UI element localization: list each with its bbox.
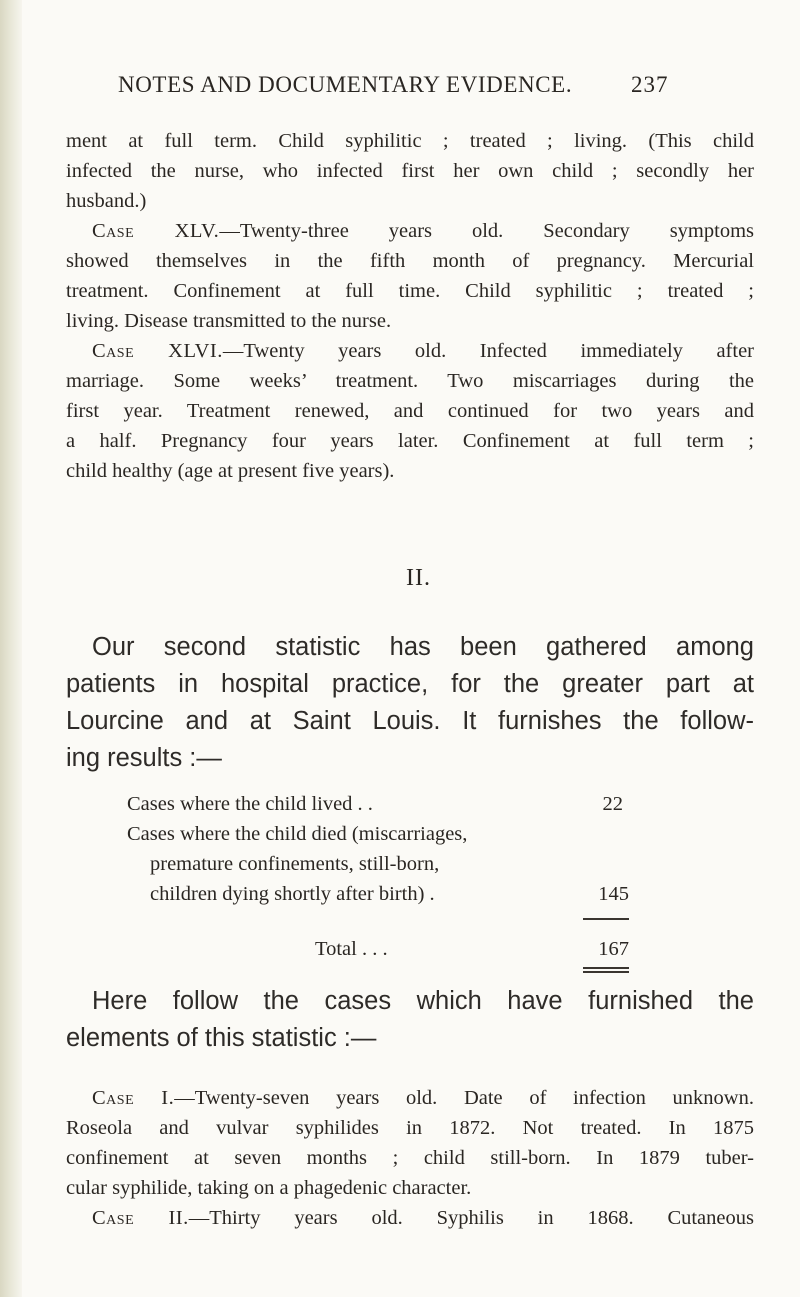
running-head-title: NOTES AND DOCUMENTARY EVIDENCE. bbox=[118, 72, 573, 97]
text-line: patients in hospital practice, for the greater part at bbox=[66, 670, 754, 698]
page-number: 237 bbox=[631, 72, 669, 97]
text-line: cular syphilide, taking on a phagedenic character. bbox=[66, 1177, 472, 1199]
text-line: child healthy (age at present five years). bbox=[66, 460, 395, 482]
total-double-rule-bottom bbox=[583, 971, 629, 973]
text-line: ment at full term. Child syphilitic ; treated ; living. (This child bbox=[66, 130, 754, 152]
stat-value-died: 145 bbox=[598, 883, 629, 905]
text-line: Case II.—Thirty years old. Syphilis in 1868. Cutaneous bbox=[92, 1207, 754, 1229]
stat-label-died-line: children dying shortly after birth) . bbox=[150, 883, 435, 905]
case-label: Case XLV. bbox=[92, 220, 220, 242]
text-line: Case I.—Twenty-seven years old. Date of infection unknown. bbox=[92, 1087, 754, 1109]
text-line: showed themselves in the fifth month of pregnancy. Mercurial bbox=[66, 250, 754, 272]
text-line: marriage. Some weeks’ treatment. Two miscarriages during the bbox=[66, 370, 754, 392]
section-number: II. bbox=[406, 565, 431, 591]
stat-value-lived: 22 bbox=[602, 793, 623, 815]
text-line: Case XLV.—Twenty-three years old. Secondary symptoms bbox=[92, 220, 754, 242]
text-line: Here follow the cases which have furnished the bbox=[92, 987, 754, 1015]
sum-rule bbox=[583, 918, 629, 920]
text-line: Roseola and vulvar syphilides in 1872. Not treated. In 1875 bbox=[66, 1117, 754, 1139]
case-label: Case XLVI. bbox=[92, 340, 223, 362]
case-label: Case II. bbox=[92, 1207, 189, 1229]
text-line: Our second statistic has been gathered among bbox=[92, 633, 754, 661]
text-line: living. Disease transmitted to the nurse. bbox=[66, 310, 392, 332]
text-line: a half. Pregnancy four years later. Confinement at full term ; bbox=[66, 430, 754, 452]
stat-label-died-line: Cases where the child died (miscarriages, bbox=[127, 823, 468, 845]
text-line: elements of this statistic :— bbox=[66, 1024, 377, 1052]
text-line: confinement at seven months ; child still-born. In 1879 tuber- bbox=[66, 1147, 754, 1169]
stat-label-total: Total . . . bbox=[315, 938, 388, 960]
text-line: husband.) bbox=[66, 190, 147, 212]
stat-value-total: 167 bbox=[598, 938, 629, 960]
case-label: Case I. bbox=[92, 1087, 175, 1109]
book-spine-shadow bbox=[0, 0, 22, 1297]
text-line: first year. Treatment renewed, and continued for two years and bbox=[66, 400, 754, 422]
total-double-rule-top bbox=[583, 967, 629, 969]
text-line: infected the nurse, who infected first her own child ; secondly her bbox=[66, 160, 754, 182]
stat-label-lived: Cases where the child lived . . bbox=[127, 793, 373, 815]
text-line: Case XLVI.—Twenty years old. Infected immediately after bbox=[92, 340, 754, 362]
text-line: treatment. Confinement at full time. Child syphilitic ; treated ; bbox=[66, 280, 754, 302]
text-line: Lourcine and at Saint Louis. It furnishes the follow- bbox=[66, 707, 754, 735]
running-head bbox=[60, 72, 760, 108]
text-line: ing results :— bbox=[66, 744, 222, 772]
stat-label-died-line: premature confinements, still-born, bbox=[150, 853, 440, 875]
